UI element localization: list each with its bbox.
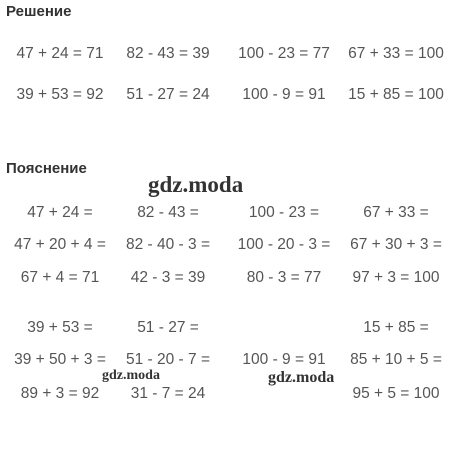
explanation-cell: 15 + 85 =	[363, 319, 429, 336]
explanation-cell: 31 - 7 = 24	[130, 385, 206, 402]
explanation-cell: 95 + 5 = 100	[352, 385, 440, 402]
explanation-cell: 80 - 3 = 77	[246, 269, 322, 286]
explanation-cell: 100 - 23 =	[248, 204, 320, 221]
solution-cell: 15 + 85 = 100	[348, 86, 444, 103]
solution-cell: 100 - 23 = 77	[238, 45, 330, 62]
solution-cell: 82 - 43 = 39	[126, 45, 210, 62]
explanation-cell: 100 - 9 = 91	[242, 351, 326, 368]
solution-heading: Решение	[6, 3, 72, 20]
watermark: gdz.moda	[148, 172, 244, 197]
explanation-heading: Пояснение	[6, 160, 87, 177]
watermark: gdz.moda	[102, 368, 160, 383]
explanation-cell: 47 + 20 + 4 =	[14, 236, 106, 253]
explanation-cell: 67 + 4 = 71	[20, 269, 100, 286]
explanation-cell: 89 + 3 = 92	[20, 385, 100, 402]
explanation-cell: 42 - 3 = 39	[130, 269, 206, 286]
explanation-cell: 85 + 10 + 5 =	[350, 351, 442, 368]
solution-cell: 47 + 24 = 71	[16, 45, 104, 62]
explanation-cell: 67 + 33 =	[363, 204, 429, 221]
solution-cell: 39 + 53 = 92	[16, 86, 104, 103]
watermark: gdz.moda	[268, 369, 335, 386]
explanation-cell: 82 - 43 =	[137, 204, 199, 221]
solution-cell: 51 - 27 = 24	[126, 86, 210, 103]
explanation-cell: 47 + 24 =	[27, 204, 93, 221]
explanation-cell: 39 + 53 =	[27, 319, 93, 336]
explanation-cell: 51 - 27 =	[137, 319, 199, 336]
explanation-cell: 39 + 50 + 3 =	[14, 351, 106, 368]
explanation-cell: 97 + 3 = 100	[352, 269, 440, 286]
explanation-cell: 51 - 20 - 7 =	[125, 351, 210, 368]
explanation-cell: 100 - 20 - 3 =	[237, 236, 331, 253]
solution-cell: 67 + 33 = 100	[348, 45, 444, 62]
explanation-cell: 67 + 30 + 3 =	[350, 236, 442, 253]
explanation-cell: 82 - 40 - 3 =	[125, 236, 210, 253]
solution-cell: 100 - 9 = 91	[242, 86, 326, 103]
